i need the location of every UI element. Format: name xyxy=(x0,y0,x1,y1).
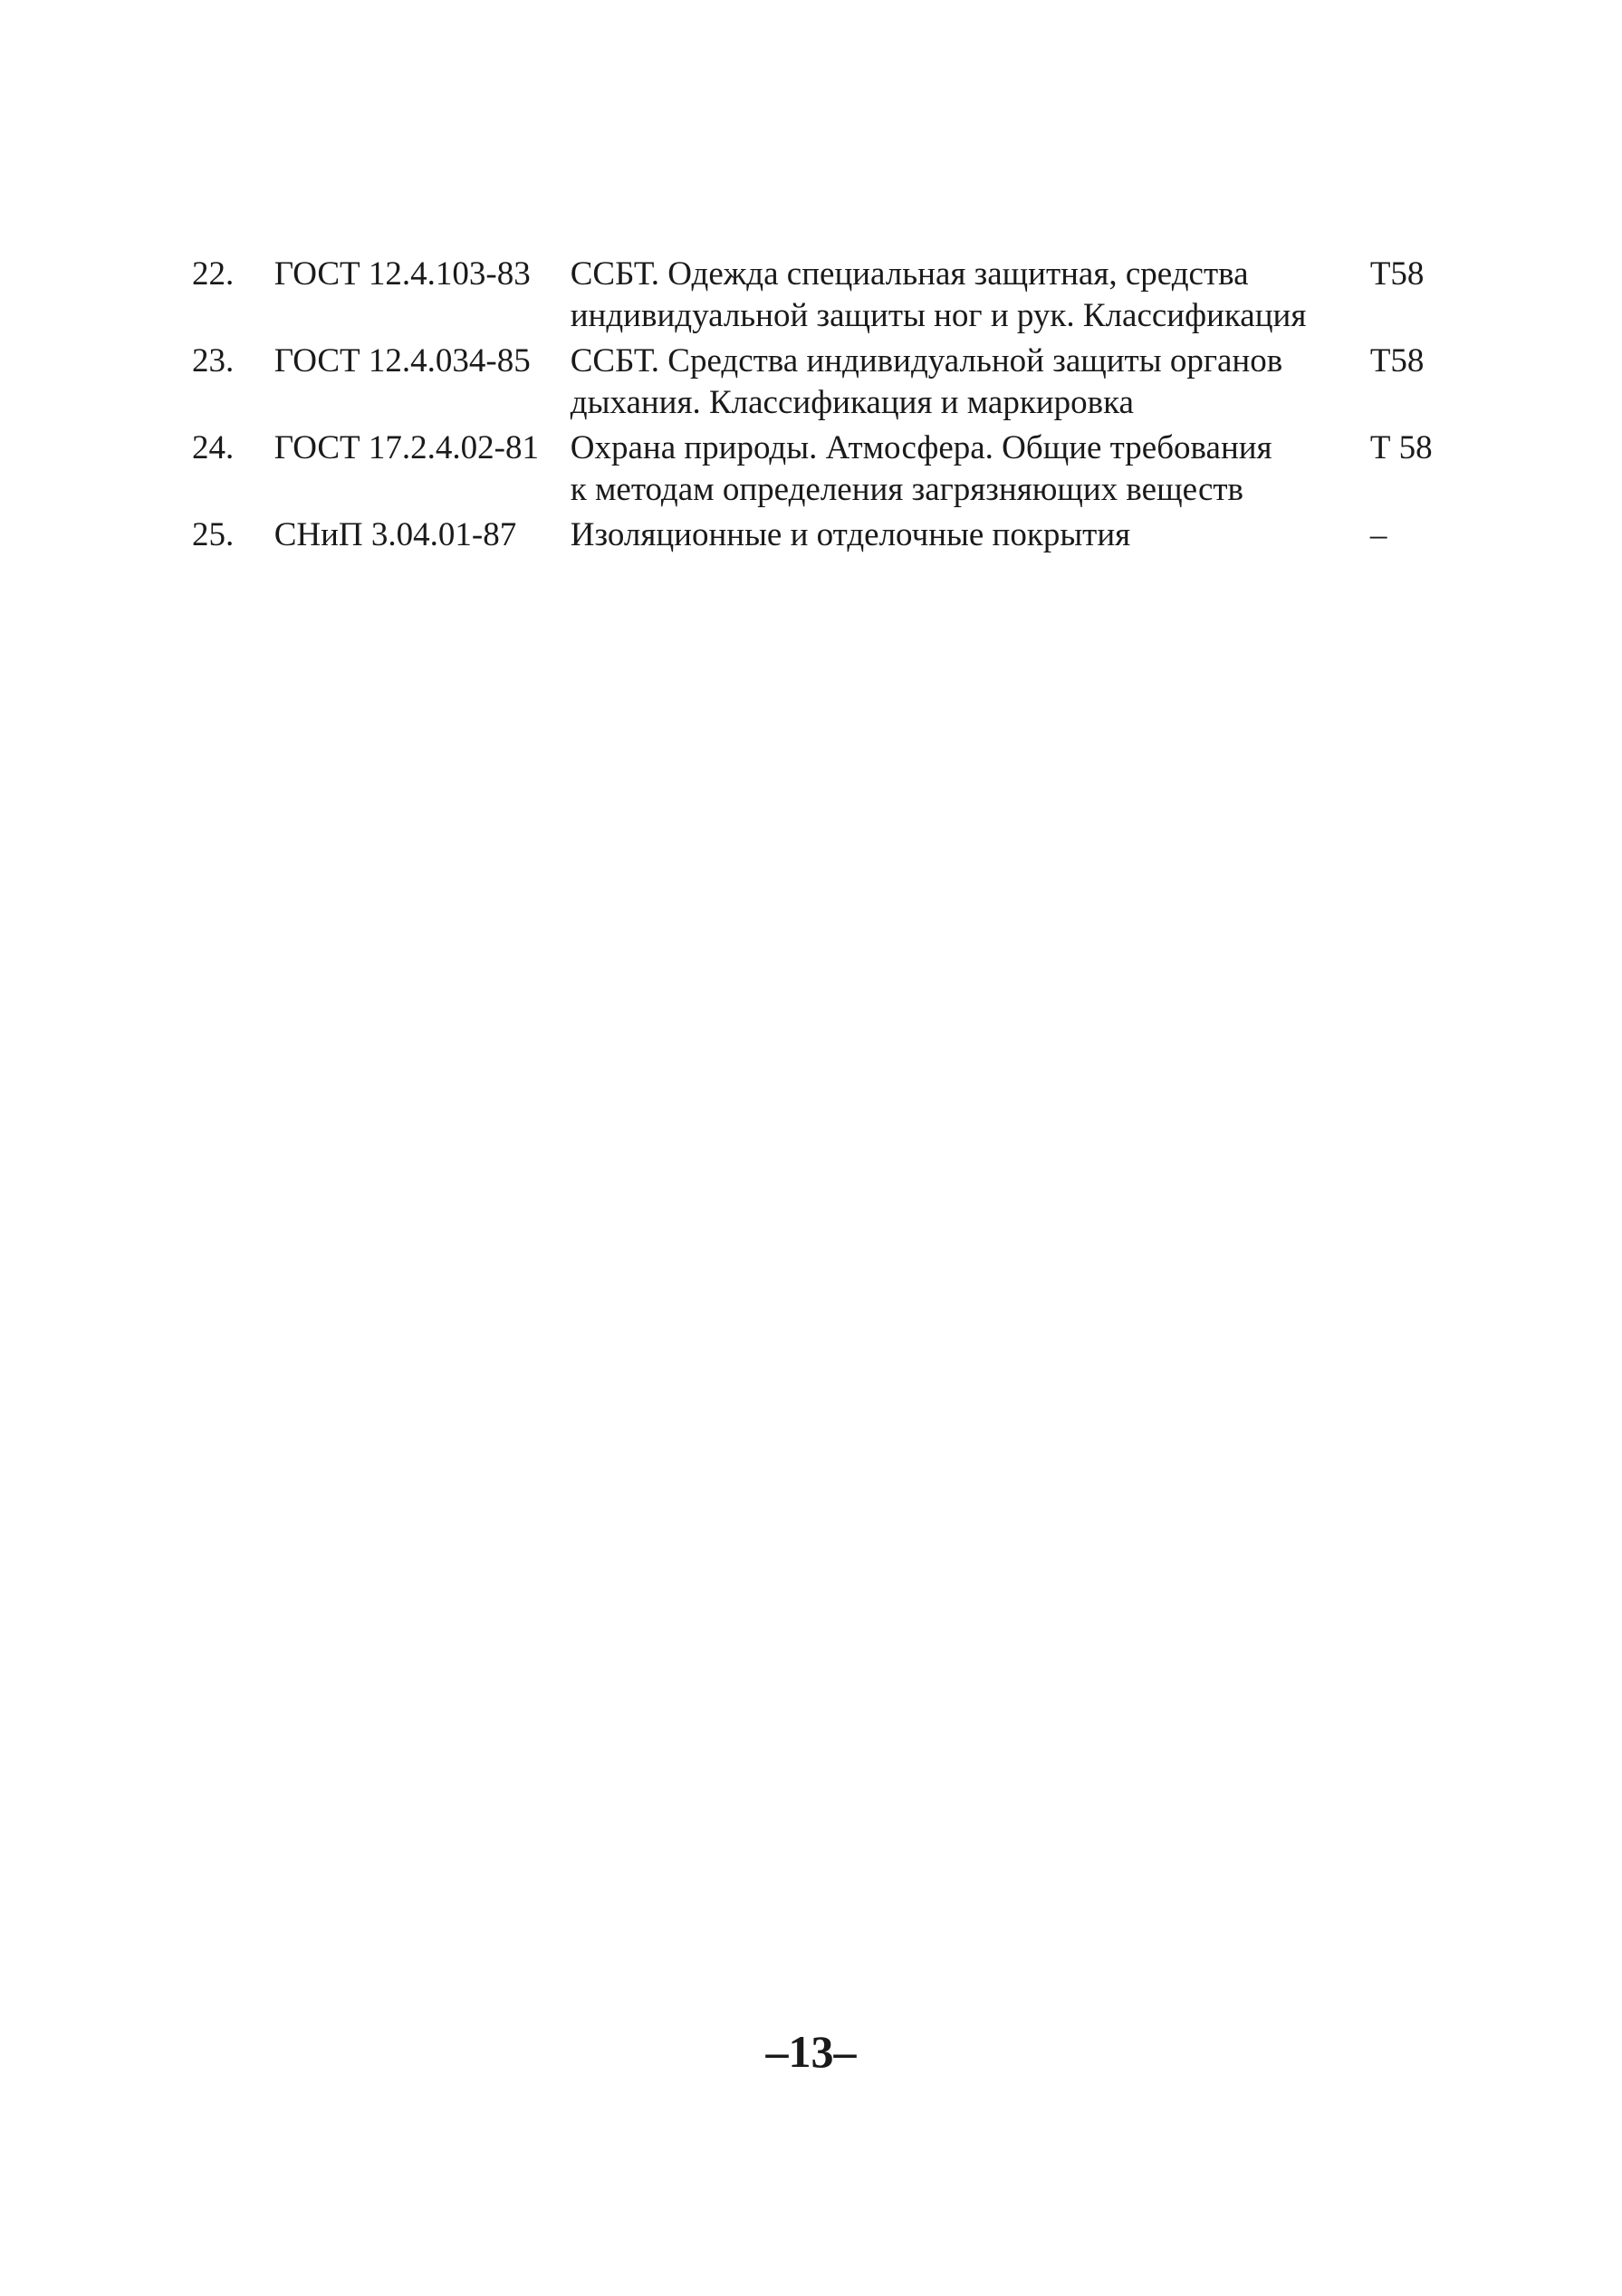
reference-category: Т58 xyxy=(1369,255,1425,293)
reference-code: ГОСТ 12.4.034-85 xyxy=(274,342,531,379)
reference-title-line: ССБТ. Средства индивидуальной защиты органов xyxy=(570,342,1283,379)
reference-title xyxy=(571,514,1352,560)
reference-title-line: к методам определения загрязняющих веществ xyxy=(570,471,1244,508)
reference-category: Т58 xyxy=(1369,342,1425,379)
reference-title-line: ССБТ. Одежда специальная защитная, средства xyxy=(570,255,1249,293)
reference-number: 24. xyxy=(192,429,235,466)
reference-title xyxy=(571,427,1352,514)
reference-number: 22. xyxy=(192,255,235,293)
reference-title-line: индивидуальной защиты ног и рук. Классификация xyxy=(570,297,1307,334)
reference-row-25 xyxy=(192,514,1460,560)
reference-code: СНиП 3.04.01-87 xyxy=(274,516,517,553)
reference-title xyxy=(571,341,1352,427)
reference-row-24 xyxy=(192,427,1460,514)
reference-title xyxy=(571,254,1352,341)
reference-title-line: дыхания. Классификация и маркировка xyxy=(570,384,1134,421)
reference-number: 25. xyxy=(192,516,235,553)
reference-title-line: Изоляционные и отделочные покрытия xyxy=(570,516,1131,553)
reference-row-22 xyxy=(192,254,1460,341)
reference-category: Т 58 xyxy=(1369,429,1433,466)
reference-table xyxy=(192,254,1460,560)
reference-code: ГОСТ 17.2.4.02-81 xyxy=(274,429,539,466)
reference-code: ГОСТ 12.4.103-83 xyxy=(274,255,531,293)
reference-category: – xyxy=(1369,516,1387,553)
reference-row-23 xyxy=(192,341,1460,427)
reference-title-line: Охрана природы. Атмосфера. Общие требования xyxy=(570,429,1272,466)
reference-number: 23. xyxy=(192,342,235,379)
page-number: –13– xyxy=(765,2026,857,2077)
